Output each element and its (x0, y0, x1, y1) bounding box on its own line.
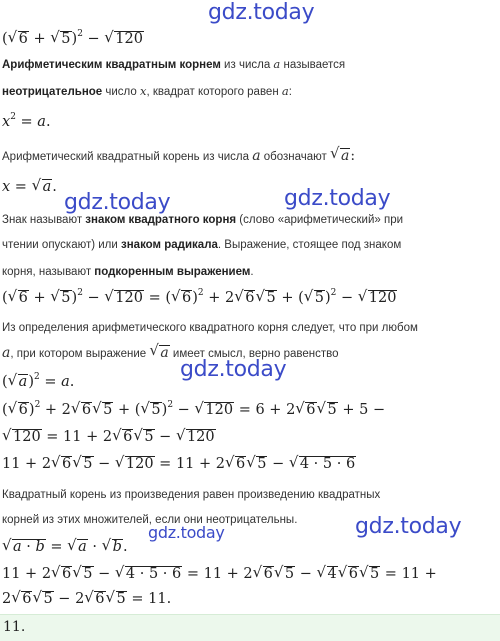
watermark: gdz.today (180, 357, 287, 382)
property-line-2: a, при котором выражение √ a имеет смысл, верно равенство (2, 345, 339, 361)
watermark: gdz.today (208, 0, 315, 25)
formula-root-squared: (√ a)$^2$ = a. (2, 373, 74, 391)
watermark: gdz.today (148, 523, 225, 542)
final-line-2: 2√ 6√ 5 − 2√ 6√ 5 = 11. (2, 590, 171, 608)
property-line-1: Из определения арифметического квадратного корня следует, что при любом (2, 322, 418, 334)
problem-expression: (√ 6 + √ 5)$^2$ − √ 120 (2, 30, 144, 48)
watermark: gdz.today (284, 186, 391, 211)
term-arithmetic-root: Арифметическим квадратным корнем (2, 59, 221, 71)
computation-line-2: √ 120 = 11 + 2√ 6√ 5 − √ 120 (2, 428, 216, 446)
term-nonnegative: неотрицательное (2, 86, 103, 98)
formula-x-squared: $x^2 = a$. (2, 112, 51, 130)
watermark: gdz.today (355, 514, 462, 539)
answer-value: 11. (3, 619, 26, 635)
formula-x-equals-root: x = √ a. (2, 178, 57, 196)
formula-product-root: √ a · b = √ a · √ b. (2, 538, 128, 556)
definition-line-1: Арифметическим квадратным корнем из числа a называется (2, 57, 346, 71)
product-rule-line-2: корней из этих множителей, если они неотрицательны. (2, 514, 298, 526)
sign-line-2: чтении опускают) или знаком радикала. Выражение, стоящее под знаком (2, 239, 402, 251)
final-line-1: 11 + 2√ 6√ 5 − √ 4 · 5 · 6 = 11 + 2√ 6√ 5 − √ 4√ 6√ 5 = 11 + (2, 565, 437, 583)
definition-line-2: неотрицательное число x, квадрат которого равен a: (2, 84, 292, 98)
sign-line-1: Знак называют знаком квадратного корня (слово «арифметический» при (2, 214, 404, 226)
sign-line-3: корня, называют подкоренным выражением. (2, 266, 254, 278)
watermark: gdz.today (64, 190, 171, 215)
answer-box (0, 614, 500, 641)
product-rule-line-1: Квадратный корень из произведения равен произведению квадратных (2, 489, 381, 501)
notation-line: Арифметический квадратный корень из числа a обозначают √ a: (2, 148, 355, 164)
expansion-step: (√ 6 + √ 5)$^2$ − √ 120 = (√ 6)$^2$ + 2√ 6√ 5 + (√ 5)$^2$ − √ 120 (2, 289, 397, 307)
computation-line-1: (√ 6)$^2$ + 2√ 6√ 5 + (√ 5)$^2$ − √ 120 = 6 + 2√ 6√ 5 + 5 − (2, 401, 385, 419)
computation-line-3: 11 + 2√ 6√ 5 − √ 120 = 11 + 2√ 6√ 5 − √ 4 · 5 · 6 (2, 455, 356, 473)
